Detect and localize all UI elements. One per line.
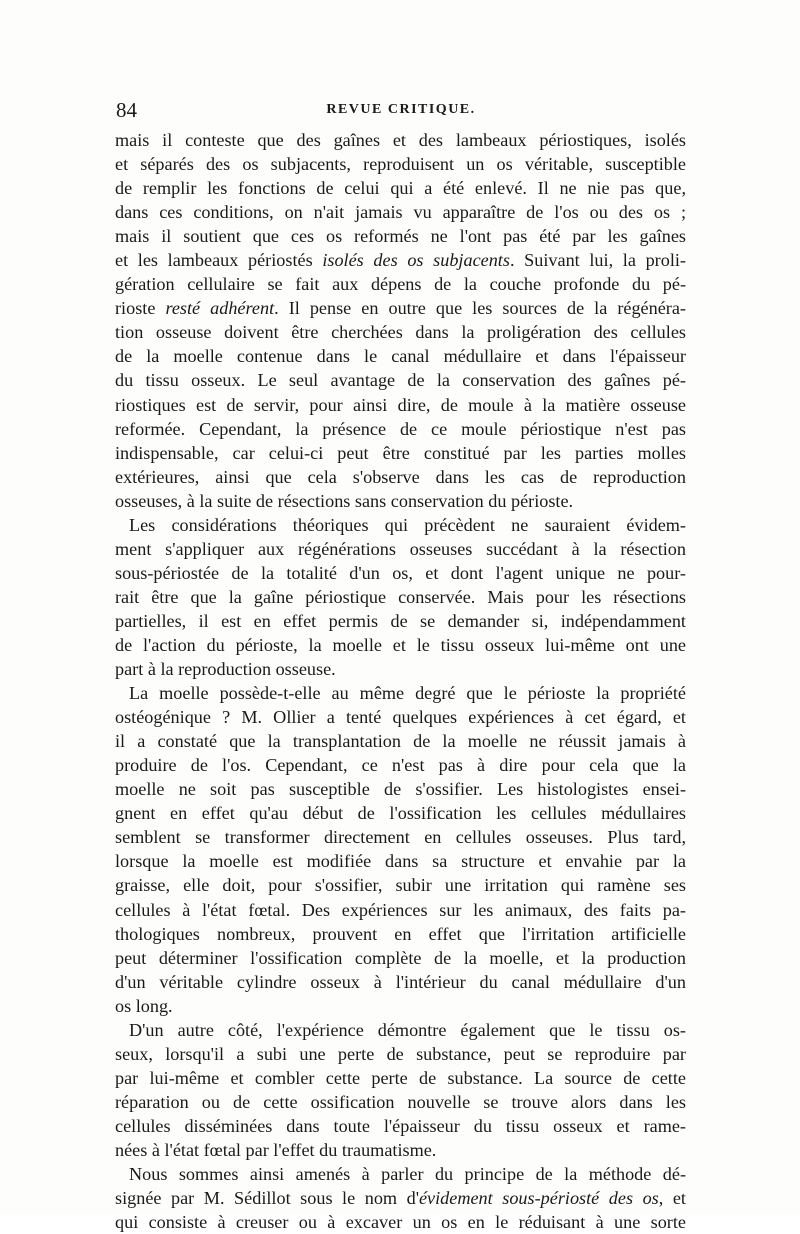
text-segment: , et: [658, 1188, 686, 1209]
text-line: [115, 1186, 686, 1210]
text-line: indispensable, car celui-ci peut être constitué par les parties molles: [115, 442, 686, 463]
italic-text: isolés des os subjacents: [322, 250, 510, 271]
text-line: nées à l'état fœtal par l'effet du traumatisme.: [115, 1139, 437, 1160]
text-line: rait être que la gaîne périostique conservée. Mais pour les résections: [115, 586, 686, 607]
text-line: part à la reproduction osseuse.: [115, 659, 336, 680]
text-line: moelle ne soit pas susceptible de s'ossifier. Les histologistes ensei-: [115, 779, 686, 800]
body-text: [115, 128, 686, 1234]
text-line: osseuses, à la suite de résections sans conservation du périoste.: [115, 490, 574, 511]
text-line: La moelle possède-t-elle au même degré que le périoste la propriété: [129, 683, 686, 704]
text-line: seux, lorsqu'il a subi une perte de substance, peut se reproduire par: [115, 1043, 686, 1064]
text-line: de la moelle contenue dans le canal médullaire et dans l'épaisseur: [115, 346, 686, 367]
text-line: ment s'appliquer aux régénérations osseuses succédant à la résection: [115, 538, 686, 559]
text-line: et séparés des os subjacents, reproduisent un os véritable, susceptible: [115, 154, 686, 175]
text-line: il a constaté que la transplantation de la moelle ne réussit jamais à: [115, 731, 686, 752]
text-line: peut déterminer l'ossification complète de la moelle, et la production: [115, 947, 686, 968]
text-line: riostiques est de servir, pour ainsi dire, de moule à la matière osseuse: [115, 394, 686, 415]
text-line: réparation ou de cette ossification nouvelle se trouve alors dans les: [115, 1091, 686, 1112]
text-line: thologiques nombreux, prouvent en effet que l'irritation artificielle: [115, 923, 686, 944]
text-segment: rioste: [115, 298, 166, 319]
page-number: 84: [116, 98, 137, 122]
text-segment: signée par M. Sédillot sous le nom d': [115, 1188, 419, 1209]
text-line: d'un véritable cylindre osseux à l'intérieur du canal médullaire d'un: [115, 971, 686, 992]
text-line: gnent en effet qu'au début de l'ossification les cellules médullaires: [115, 803, 686, 824]
text-segment: . Il pense en outre que les sources de la régénéra-: [274, 298, 686, 319]
text-line: gération cellulaire se fait aux dépens de la couche profonde du pé-: [115, 274, 686, 295]
text-line: produire de l'os. Cependant, ce n'est pas à dire pour cela que la: [115, 755, 686, 776]
text-line: du tissu osseux. Le seul avantage de la conservation des gaînes pé-: [115, 370, 686, 391]
text-line: lorsque la moelle est modifiée dans sa structure et envahie par la: [115, 851, 686, 872]
text-line: qui consiste à creuser ou à excaver un os en le réduisant à une sorte: [115, 1212, 686, 1233]
text-line: Nous sommes ainsi amenés à parler du principe de la méthode dé-: [129, 1164, 686, 1185]
italic-text: resté adhérent: [165, 298, 275, 319]
italic-text: évidement sous-périosté des os: [418, 1188, 659, 1209]
running-title: REVUE CRITIQUE.: [326, 102, 476, 117]
text-line: mais il conteste que des gaînes et des lambeaux périostiques, isolés: [115, 130, 686, 150]
text-line: Les considérations théoriques qui précèdent ne sauraient évidem-: [129, 514, 686, 535]
text-line: dans ces conditions, on n'ait jamais vu apparaître de l'os ou des os ;: [115, 202, 686, 223]
text-line: [115, 248, 686, 272]
text-line: cellules disséminées dans toute l'épaisseur du tissu osseux et rame-: [115, 1115, 686, 1136]
text-line: os long.: [115, 995, 173, 1016]
text-line: extérieures, ainsi que cela s'observe dans les cas de reproduction: [115, 466, 686, 487]
text-line: sous-périostée de la totalité d'un os, et dont l'agent unique ne pour-: [115, 562, 686, 583]
text-segment: . Suivant lui, la proli-: [509, 250, 686, 271]
text-line: de remplir les fonctions de celui qui a été enlevé. Il ne nie pas que,: [115, 178, 686, 199]
text-line: reformée. Cependant, la présence de ce moule périostique n'est pas: [115, 418, 686, 439]
text-line: tion osseuse doivent être cherchées dans la proligération des cellules: [115, 322, 686, 343]
text-line: de l'action du périoste, la moelle et le tissu osseux lui-même ont une: [115, 634, 686, 655]
text-line: semblent se transformer directement en cellules osseuses. Plus tard,: [115, 827, 686, 848]
text-line: ostéogénique ? M. Ollier a tenté quelques expériences à cet égard, et: [115, 707, 686, 728]
text-line: mais il soutient que ces os reformés ne l'ont pas été par les gaînes: [115, 226, 686, 247]
text-segment: et les lambeaux périostés: [115, 250, 323, 271]
text-line: cellules à l'état fœtal. Des expériences sur les animaux, des faits pa-: [115, 899, 686, 920]
text-line: [115, 296, 686, 320]
text-line: graisse, elle doit, pour s'ossifier, subir une irritation qui ramène ses: [115, 875, 686, 896]
text-line: partielles, il est en effet permis de se demander si, indépendamment: [115, 610, 686, 631]
text-line: D'un autre côté, l'expérience démontre également que le tissu os-: [129, 1019, 686, 1040]
page-header: [112, 98, 690, 124]
text-line: par lui-même et combler cette perte de substance. La source de cette: [115, 1067, 686, 1088]
